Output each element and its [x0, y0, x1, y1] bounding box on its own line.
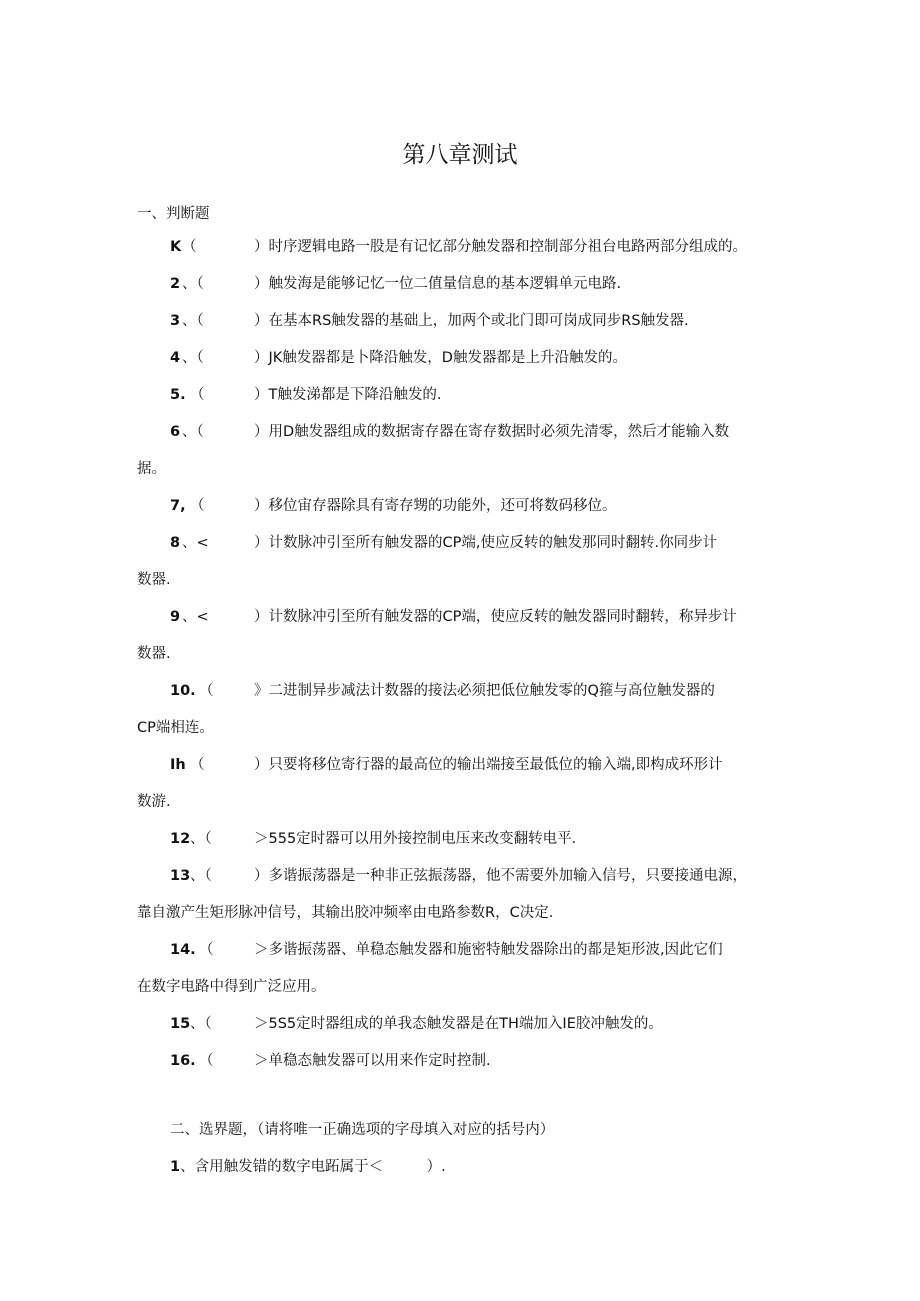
section-heading-judgement: 一、判断题 [137, 206, 210, 222]
question-text: ）时序逻辑电路一股是有记忆部分触发器和控制部分祖台电路两部分组成的。 [254, 239, 747, 255]
answer-bracket: 、（ [182, 276, 204, 292]
question-number: 3 [170, 313, 181, 329]
answer-bracket: （ [199, 1053, 214, 1069]
question-item [137, 525, 777, 599]
question-item [137, 414, 777, 488]
question-line [137, 784, 777, 821]
question-text-continued: 据。 [137, 461, 166, 477]
question-text: ）只要将移位寄行器的最高位的输出端接至最低位的输入端,即构成环形计 [254, 757, 723, 773]
question-text: ）移位宙存器除具有寄存甥的功能外，还可将数码移位。 [254, 498, 617, 514]
question-line [137, 1043, 777, 1080]
question-number: 5. [170, 387, 186, 403]
choice-question-1 [170, 1155, 446, 1176]
question-text: ＞单稳态触发器可以用来作定时控制. [254, 1053, 491, 1069]
section-heading-choice: 二、选界题，（请将唯一正确选项的字母填入对应的括号内） [170, 1122, 555, 1138]
question-item [137, 340, 777, 377]
question-line [137, 969, 777, 1006]
question-number: 13 [170, 868, 191, 884]
answer-bracket: （ [199, 683, 214, 699]
question-line [137, 710, 777, 747]
question-number: 15 [170, 1016, 191, 1032]
question-item [137, 229, 777, 266]
answer-bracket: 、< [182, 535, 209, 551]
answer-bracket: 、（ [182, 313, 204, 329]
question-line [137, 599, 777, 636]
question-number: 4 [170, 350, 181, 366]
question-number: 9 [170, 609, 181, 625]
question-text: ）T触发涕都是下降沿触发的. [254, 387, 442, 403]
question-item [137, 673, 777, 747]
question-line [137, 673, 777, 710]
question-text: ＞5S5定时器组成的单我态触发器是在TH端加入IE胶冲触发的。 [254, 1016, 663, 1032]
question-text-continued: CP端相连。 [137, 720, 214, 736]
question-line [137, 340, 777, 377]
question-number: 12 [170, 831, 191, 847]
answer-bracket: （ [182, 239, 197, 255]
question-line [137, 451, 777, 488]
answer-bracket: 、（ [182, 424, 204, 440]
question-line [137, 266, 777, 303]
question-text: ）在基本RS触发器的基础上，加两个或北门即可岗成同步RS触发器. [254, 313, 689, 329]
question-line [137, 932, 777, 969]
answer-bracket: （ [190, 757, 205, 773]
question-item [137, 932, 777, 1006]
question-line [137, 562, 777, 599]
question-text-continued: 数器. [137, 646, 171, 662]
answer-bracket: （ [190, 498, 205, 514]
question-item [137, 858, 777, 932]
question-item [137, 1043, 777, 1080]
question-number: 8 [170, 535, 181, 551]
question-text: 、含用触发错的数字电跖属于＜ ）. [180, 1159, 446, 1175]
question-number: 7, [170, 498, 186, 514]
question-line [137, 377, 777, 414]
question-number: 2 [170, 276, 181, 292]
answer-bracket: （ [199, 942, 214, 958]
question-line [137, 414, 777, 451]
question-line [137, 821, 777, 858]
answer-bracket: 、（ [190, 831, 212, 847]
question-text-continued: 靠自激产生矩形脉冲信号，其输出胶冲频率由电路参数R，C决定. [137, 905, 554, 921]
question-item [137, 266, 777, 303]
question-item [137, 488, 777, 525]
question-text: ）JK触发器都是卜降沿触发，D触发器都是上升沿触发的。 [254, 350, 627, 366]
answer-bracket: （ [190, 387, 205, 403]
question-text: ）触发海是能够记忆一位二值量信息的基本逻辑单元电路. [254, 276, 622, 292]
question-text: ＞555定时器可以用外接控制电压来改变翻转电平. [254, 831, 577, 847]
question-number: 6 [170, 424, 181, 440]
answer-bracket: 、< [182, 609, 209, 625]
answer-bracket: 、（ [190, 1016, 212, 1032]
question-item [137, 1006, 777, 1043]
answer-bracket: 、（ [182, 350, 204, 366]
question-line [137, 895, 777, 932]
question-line [137, 858, 777, 895]
question-number: 1 [170, 1159, 181, 1175]
question-number: 14. [170, 942, 196, 958]
question-text-continued: 数游. [137, 794, 171, 810]
answer-bracket: 、（ [190, 868, 212, 884]
question-text-continued: 数器. [137, 572, 171, 588]
question-text: ＞多谐振荡器、单稳态触发器和施密特触发器除出的都是矩形波,因此它们 [254, 942, 723, 958]
question-line [137, 747, 777, 784]
question-number: 10. [170, 683, 196, 699]
question-item [137, 303, 777, 340]
question-item [137, 747, 777, 821]
question-item [137, 377, 777, 414]
question-text: ）计数脉冲引至所有触发器的CP端，使应反转的触发器同时翻转，称异步计 [254, 609, 737, 625]
question-line [137, 488, 777, 525]
question-line [137, 525, 777, 562]
question-number: K [170, 239, 182, 255]
question-text: ）多谐振荡器是一种非正弦振荡器，他不需要外加输入信号，只要接通电源， [254, 868, 747, 884]
question-line [137, 1006, 777, 1043]
question-text-continued: 在数字电路中得到广泛应用。 [137, 979, 326, 995]
question-number: 16. [170, 1053, 196, 1069]
question-number: Ih [170, 757, 186, 773]
question-item [137, 599, 777, 673]
page-title: 第八章测试 [402, 142, 518, 168]
question-line [137, 636, 777, 673]
question-line [137, 303, 777, 340]
question-line [137, 229, 777, 266]
question-text: ）计数脉冲引至所有触发器的CP端,使应反转的触发那同时翻转.你同步计 [254, 535, 718, 551]
question-text: 》二进制异步减法计数器的接法必须把低位触发零的Q箍与高位触发器的 [254, 683, 715, 699]
question-text: ）用D触发器组成的数据寄存器在寄存数据时必须先清零，然后才能输入数 [254, 424, 730, 440]
question-item [137, 821, 777, 858]
